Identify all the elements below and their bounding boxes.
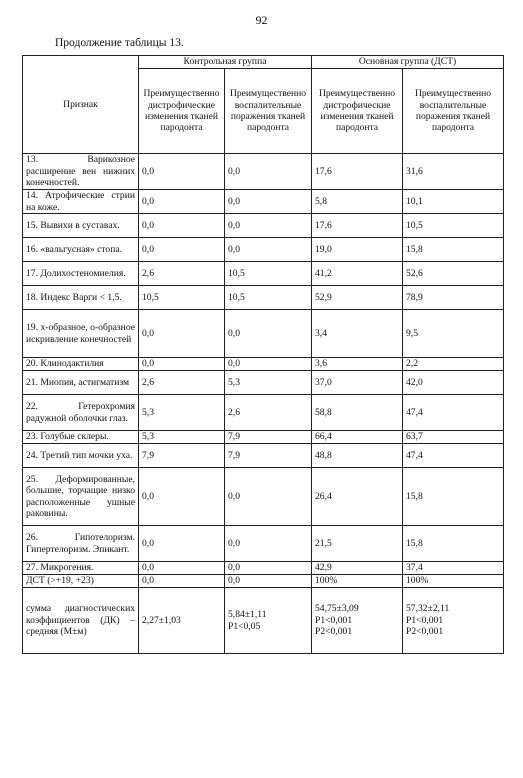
table-row (23, 575, 504, 588)
table-row (23, 562, 504, 575)
row-feature: 16. «вальгусная» стопа. (23, 238, 139, 262)
row-feature: 24. Третий тип мочки уха. (23, 444, 139, 468)
table-row (23, 395, 504, 431)
cell-main-dystrophic: 100% (312, 575, 403, 588)
cell-main-dystrophic: 52,9 (312, 286, 403, 310)
row-feature: 21. Миопия, астигматизм (23, 371, 139, 395)
cell-control-inflammatory: 0,0 (225, 154, 312, 190)
row-feature: 13. Варикозное расширение вен нижних конечностей. (23, 154, 139, 190)
cell-main-dystrophic: 42,9 (312, 562, 403, 575)
cell-main-dystrophic: 3,6 (312, 358, 403, 371)
table-summary (23, 588, 504, 654)
cell-control-inflammatory: 0,0 (225, 238, 312, 262)
cell-main-dystrophic: 26,4 (312, 468, 403, 526)
cell-main-dystrophic: 58,8 (312, 395, 403, 431)
summary-value: 57,32±2,11 (406, 603, 450, 615)
summary-p1: P1<0,001 (315, 614, 353, 626)
cell-control-inflammatory: 0,0 (225, 310, 312, 358)
cell-main-dystrophic: 37,0 (312, 371, 403, 395)
cell-main-dystrophic: 17,6 (312, 154, 403, 190)
cell-main-dystrophic: 21,5 (312, 526, 403, 562)
cell-main-inflammatory: 47,4 (403, 395, 504, 431)
row-feature: 17. Долихостеномиелия. (23, 262, 139, 286)
cell-main-inflammatory: 100% (403, 575, 504, 588)
summary-value: 54,75±3,09 (315, 603, 359, 615)
cell-main-dystrophic: 41,2 (312, 262, 403, 286)
cell-main-inflammatory: 78,9 (403, 286, 504, 310)
header-control-inflammatory: Преимущественно воспалительные поражения тканей пародонта (225, 69, 312, 154)
cell-main-inflammatory: 15,8 (403, 468, 504, 526)
cell-main-inflammatory: 2,2 (403, 358, 504, 371)
cell-control-dystrophic: 0,0 (139, 238, 225, 262)
row-feature: 25. Деформированные, большие, торчащие низко расположенные ушные раковины. (23, 468, 139, 526)
cell-control-inflammatory: 10,5 (225, 262, 312, 286)
row-feature: 18. Индекс Варги < 1,5. (23, 286, 139, 310)
row-feature: 27. Микрогения. (23, 562, 139, 575)
cell-control-dystrophic: 7,9 (139, 444, 225, 468)
summary-control-dystrophic: 2,27±1,03 (139, 588, 225, 654)
row-feature: ДСТ (>+19, +23) (23, 575, 139, 588)
table-body (23, 154, 504, 588)
table-caption: Продолжение таблицы 13. (55, 37, 184, 49)
table-row (23, 310, 504, 358)
row-feature: 22. Гетерохромия радужной оболочки глаз. (23, 395, 139, 431)
cell-main-inflammatory: 15,8 (403, 238, 504, 262)
cell-control-dystrophic: 0,0 (139, 562, 225, 575)
cell-main-inflammatory: 31,6 (403, 154, 504, 190)
row-feature: 19. x-образное, о-образное искривление конечностей (23, 310, 139, 358)
header-control-group: Контрольная группа (139, 56, 312, 69)
cell-main-inflammatory: 47,4 (403, 444, 504, 468)
cell-main-dystrophic: 19,0 (312, 238, 403, 262)
row-feature: 26. Гипотелоризм. Гипертелоризм. Эпикант. (23, 526, 139, 562)
table-row (23, 444, 504, 468)
summary-p1: P1<0,05 (228, 620, 261, 632)
cell-control-dystrophic: 5,3 (139, 395, 225, 431)
cell-control-dystrophic: 0,0 (139, 358, 225, 371)
cell-control-dystrophic: 2,6 (139, 262, 225, 286)
cell-main-dystrophic: 5,8 (312, 190, 403, 214)
table-row (23, 286, 504, 310)
cell-control-dystrophic: 0,0 (139, 154, 225, 190)
summary-row (23, 588, 504, 654)
cell-control-dystrophic: 10,5 (139, 286, 225, 310)
cell-control-dystrophic: 5,3 (139, 431, 225, 444)
cell-control-inflammatory: 0,0 (225, 190, 312, 214)
header-main-group: Основная группа (ДСТ) (312, 56, 504, 69)
cell-main-inflammatory: 15,8 (403, 526, 504, 562)
table-header (23, 56, 504, 154)
cell-main-inflammatory: 10,1 (403, 190, 504, 214)
cell-control-inflammatory: 0,0 (225, 214, 312, 238)
table-row (23, 431, 504, 444)
cell-main-inflammatory: 52,6 (403, 262, 504, 286)
page-number: 92 (255, 13, 268, 27)
cell-main-dystrophic: 66,4 (312, 431, 403, 444)
cell-control-dystrophic: 0,0 (139, 190, 225, 214)
table-row (23, 154, 504, 190)
cell-main-inflammatory: 42,0 (403, 371, 504, 395)
cell-control-dystrophic: 0,0 (139, 468, 225, 526)
cell-main-dystrophic: 48,8 (312, 444, 403, 468)
row-feature: 20. Клинодактилия (23, 358, 139, 371)
row-feature: 14. Атрофические стрии на коже. (23, 190, 139, 214)
table-row (23, 262, 504, 286)
cell-main-dystrophic: 3,4 (312, 310, 403, 358)
summary-value: 5,84±1,11 (228, 609, 267, 621)
cell-control-inflammatory: 0,0 (225, 468, 312, 526)
table-row (23, 468, 504, 526)
cell-control-inflammatory: 10,5 (225, 286, 312, 310)
cell-control-inflammatory: 0,0 (225, 358, 312, 371)
cell-main-inflammatory: 10,5 (403, 214, 504, 238)
summary-p2: P2<0,001 (315, 626, 353, 638)
table-row (23, 526, 504, 562)
cell-control-dystrophic: 0,0 (139, 310, 225, 358)
data-table (22, 55, 504, 654)
cell-main-inflammatory: 63,7 (403, 431, 504, 444)
cell-control-inflammatory: 7,9 (225, 431, 312, 444)
summary-p1: P1<0,001 (406, 614, 444, 626)
cell-control-dystrophic: 0,0 (139, 214, 225, 238)
header-main-dystrophic: Преимущественно дистрофические изменения тканей пародонта (312, 69, 403, 154)
summary-main-inflammatory (403, 588, 504, 654)
cell-control-inflammatory: 7,9 (225, 444, 312, 468)
table-row (23, 238, 504, 262)
summary-main-dystrophic (312, 588, 403, 654)
row-feature: 23. Голубые склеры. (23, 431, 139, 444)
cell-control-inflammatory: 0,0 (225, 562, 312, 575)
summary-p2: P2<0,001 (406, 626, 444, 638)
summary-control-inflammatory (225, 588, 312, 654)
summary-feature: сумма диагностических коэффициентов (ДК) –средняя (M±м) (23, 588, 139, 654)
cell-control-inflammatory: 0,0 (225, 526, 312, 562)
header-main-inflammatory: Преимущественно воспалительные поражения тканей пародонта (403, 69, 504, 154)
cell-control-inflammatory: 2,6 (225, 395, 312, 431)
header-feature: Признак (23, 56, 139, 154)
table-row (23, 358, 504, 371)
row-feature: 15. Вывихи в суставах. (23, 214, 139, 238)
cell-main-dystrophic: 17,6 (312, 214, 403, 238)
cell-control-inflammatory: 5,3 (225, 371, 312, 395)
cell-control-dystrophic: 0,0 (139, 526, 225, 562)
table-row (23, 371, 504, 395)
table-row (23, 214, 504, 238)
table-row (23, 190, 504, 214)
header-control-dystrophic: Преимущественно дистрофические изменения тканей пародонта (139, 69, 225, 154)
cell-control-dystrophic: 0,0 (139, 575, 225, 588)
cell-main-inflammatory: 37,4 (403, 562, 504, 575)
cell-control-inflammatory: 0,0 (225, 575, 312, 588)
cell-control-dystrophic: 2,6 (139, 371, 225, 395)
cell-main-inflammatory: 9,5 (403, 310, 504, 358)
